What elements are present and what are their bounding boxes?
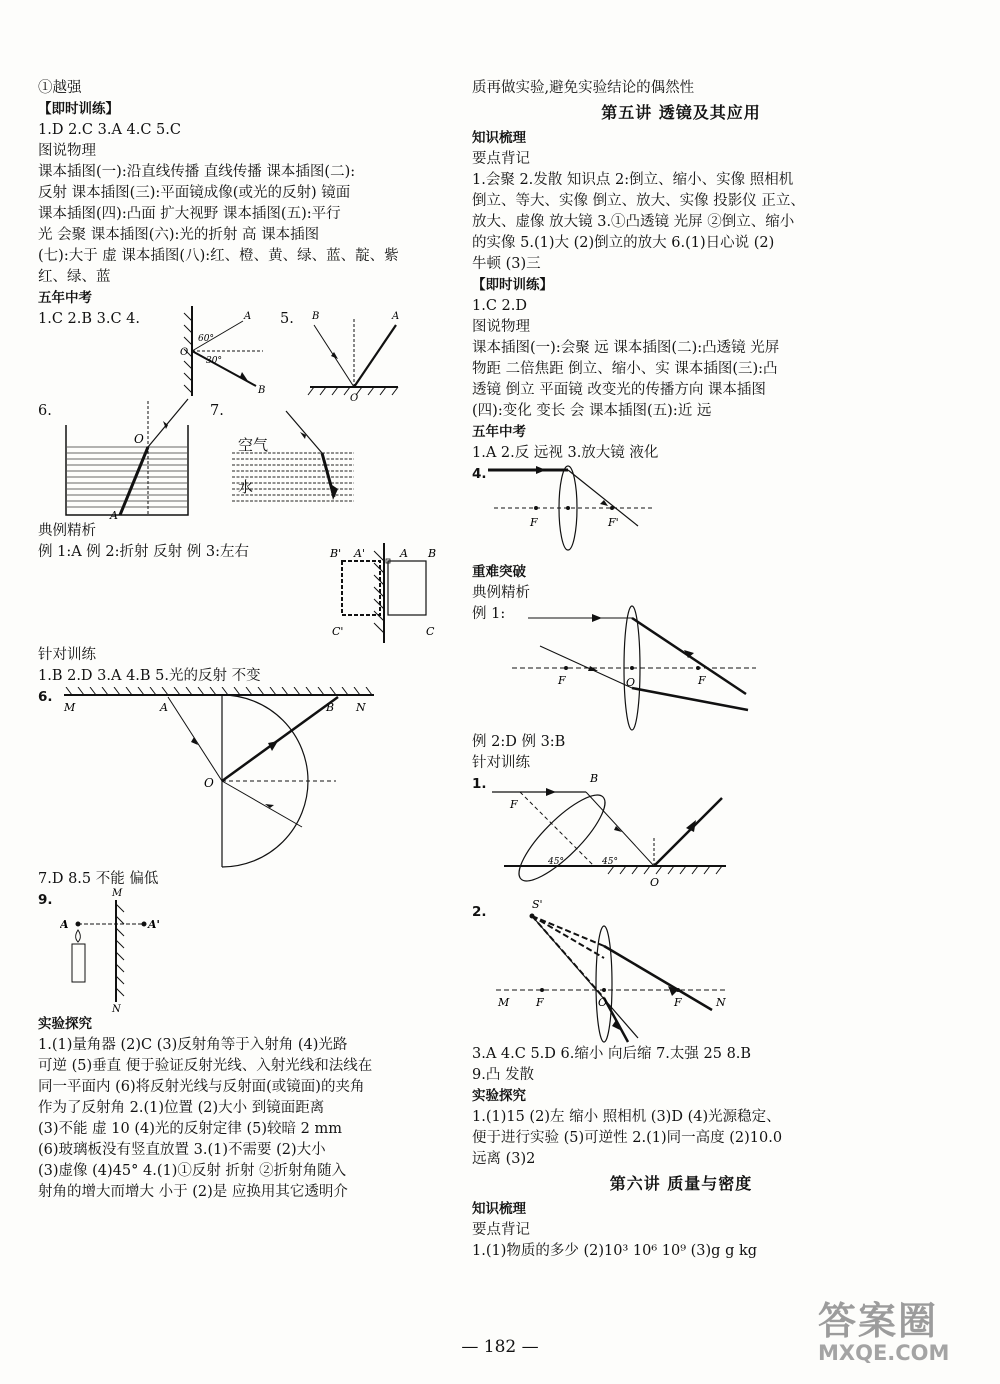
virtual-source-lens-diagram (492, 898, 732, 1044)
svg-text:30°: 30° (206, 356, 222, 366)
text-line: 1.(1)物质的多少 (2)10³ 10⁶ 10⁹ (3)g g kg (472, 1243, 758, 1259)
section-heading: 五年中考 (38, 290, 92, 306)
text-line: (四):变化 变长 会 课本插图(五):近 远 (472, 403, 712, 419)
svg-text:C': C' (332, 625, 344, 638)
left-column (38, 78, 458, 1203)
page-number: — 182 — (461, 1337, 539, 1357)
figure-label: 1. (472, 776, 487, 792)
answer-line: 1.C 2.D (472, 298, 527, 314)
figure-row-example-1 (472, 604, 890, 732)
svg-text:A: A (392, 311, 400, 322)
svg-text:N: N (716, 996, 726, 1009)
text-line: 1.(1)量角器 (2)C (3)反射角等于入射角 (4)光路 (38, 1037, 348, 1053)
svg-text:F: F (674, 996, 682, 1009)
svg-text:A': A' (354, 547, 365, 560)
svg-text:45°: 45° (548, 857, 564, 867)
text-line: (6)玻璃板没有竖直放置 3.(1)不需要 (2)大小 (38, 1142, 326, 1158)
text-line: 1.(1)15 (2)左 缩小 照相机 (3)D (4)光源稳定、 (472, 1109, 781, 1125)
svg-text:B': B' (330, 547, 342, 560)
svg-text:B: B (326, 701, 335, 714)
answer-line: 9.凸 发散 (472, 1067, 534, 1083)
subheading: 要点背记 (472, 151, 530, 167)
answer-line: 1.C 2.B 3.C 4. (38, 311, 141, 327)
text-line: 透镜 倒立 平面镜 改变光的传播方向 课本插图 (472, 382, 766, 398)
svg-text:O: O (650, 876, 660, 889)
refraction-diagram-7 (220, 397, 360, 517)
svg-text:C: C (426, 625, 435, 638)
answer-line: 1.D 2.C 3.A 4.C 5.C (38, 122, 181, 138)
water-label: 水 (238, 478, 254, 496)
reflection-diagram-5 (300, 305, 410, 401)
text-line: 1.会聚 2.发散 知识点 2:倒立、缩小、实像 照相机 (472, 172, 794, 188)
svg-text:F': F' (608, 516, 619, 529)
svg-text:A': A' (148, 918, 160, 931)
section-heading: 【即时训练】 (472, 277, 553, 293)
text-line: (3)虚像 (4)45° 4.(1)①反射 折射 ②折射角随入 (38, 1163, 347, 1179)
figure-label: 4. (472, 466, 487, 482)
svg-text:A: A (160, 701, 168, 714)
svg-text:A: A (60, 918, 69, 931)
svg-text:B: B (258, 385, 266, 396)
svg-text:O: O (350, 393, 359, 401)
section-heading: 五年中考 (472, 424, 526, 440)
semicircle-reflection-diagram (56, 687, 386, 869)
text-line: 的实像 5.(1)大 (2)倒立的放大 6.(1)日心说 (2) (472, 235, 775, 251)
svg-text:60°: 60° (198, 334, 214, 344)
svg-text:45°: 45° (602, 857, 618, 867)
convex-lens-diagram-4 (488, 464, 658, 558)
svg-text:M: M (112, 888, 123, 899)
subheading: 针对训练 (38, 647, 96, 663)
svg-text:F: F (698, 674, 706, 687)
svg-text:F: F (510, 798, 518, 811)
svg-text:F: F (530, 516, 538, 529)
svg-text:F: F (536, 996, 544, 1009)
svg-text:M: M (64, 701, 76, 714)
svg-text:O: O (204, 776, 214, 790)
subheading: 典例精析 (38, 523, 96, 539)
svg-text:F: F (558, 674, 566, 687)
chapter-title-6: 第六讲 质量与密度 (609, 1174, 753, 1193)
text-line: 质再做实验,避免实验结论的偶然性 (472, 80, 695, 96)
svg-text:A: A (244, 311, 252, 322)
figure-row-training-1 (472, 774, 890, 902)
refraction-diagram-6 (60, 397, 200, 521)
convex-lens-example-1 (508, 598, 758, 732)
text-line: 课本插图(一):会聚 远 课本插图(二):凸透镜 光屏 (472, 340, 780, 356)
watermark-bottom: MXQE.COM (818, 1341, 950, 1365)
svg-text:N: N (356, 701, 366, 714)
figure-row-3 (38, 687, 458, 869)
text-line: 放大、虚像 放大镜 3.①凸透镜 光屏 ②倒立、缩小 (472, 214, 795, 230)
text-line: 课本插图(一):沿直线传播 直线传播 课本插图(二): (38, 164, 356, 180)
subheading: 要点背记 (472, 1222, 530, 1238)
mirror-image-diagram (328, 543, 448, 643)
figure-label: 6. (38, 403, 52, 419)
air-label: 空气 (238, 436, 269, 454)
figure-label: 9. (38, 892, 53, 908)
svg-text:O: O (180, 347, 189, 358)
svg-text:A: A (110, 509, 118, 521)
subheading: 针对训练 (472, 755, 530, 771)
text-line: 作为了反射角 2.(1)位置 (2)大小 到镜面距离 (38, 1100, 325, 1116)
text-line: 反射 课本插图(三):平面镜成像(或光的反射) 镜面 (38, 185, 351, 201)
answer-line: 3.A 4.C 5.D 6.缩小 向后缩 7.太强 25 8.B (472, 1046, 752, 1062)
subheading: 典例精析 (472, 585, 530, 601)
section-heading: 实验探究 (38, 1016, 92, 1032)
figure-label: 2. (472, 904, 487, 920)
figure-row-training-2 (472, 898, 890, 1044)
svg-text:S': S' (532, 898, 543, 911)
subheading: 图说物理 (472, 319, 530, 335)
figure-row-1 (38, 309, 458, 401)
text-line: 同一平面内 (6)将反射光线与反射面(或镜面)的夹角 (38, 1079, 365, 1095)
answer-line: 1.B 2.D 3.A 4.B 5.光的反射 不变 (38, 668, 261, 684)
svg-text:O: O (134, 432, 144, 446)
svg-text:B: B (590, 772, 599, 785)
section-heading: 实验探究 (472, 1088, 526, 1104)
text-line: (七):大于 虚 课本插图(八):红、橙、黄、绿、蓝、靛、紫 (38, 248, 399, 264)
watermark-top: 答案圈 (818, 1299, 939, 1343)
text-line: 倒立、等大、实像 倒立、放大、实像 投影仪 正立、 (472, 193, 805, 209)
svg-text:B: B (428, 547, 437, 560)
answer-line: 例 1:A 例 2:折射 反射 例 3:左右 (38, 544, 249, 560)
candle-mirror-diagram (60, 886, 200, 1014)
text-line: 可逆 (5)垂直 便于验证反射光线、入射光线和法线在 (38, 1058, 373, 1074)
figure-row-2 (38, 401, 458, 521)
answer-line: 例 2:D 例 3:B (472, 734, 566, 750)
svg-text:O: O (626, 676, 636, 689)
watermark (818, 1290, 978, 1370)
section-heading: 重难突破 (472, 564, 526, 580)
figure-label: 7. (210, 403, 224, 419)
text-line: 便于进行实验 (5)可逆性 2.(1)同一高度 (2)10.0 (472, 1130, 783, 1146)
section-heading: 【即时训练】 (38, 101, 119, 117)
text-line: 牛顿 (3)三 (472, 256, 541, 272)
right-column (472, 78, 890, 1262)
subheading: 图说物理 (38, 143, 96, 159)
section-heading: 知识梳理 (472, 130, 526, 146)
text-line: ①越强 (38, 80, 82, 96)
reflection-diagram-4 (178, 301, 278, 401)
svg-text:N: N (112, 1004, 121, 1014)
example-label: 例 1: (472, 606, 506, 622)
figure-label: 6. (38, 689, 53, 705)
text-line: 射角的增大而增大 小于 (2)是 应换用其它透明介 (38, 1184, 348, 1200)
text-line: 远离 (3)2 (472, 1151, 536, 1167)
answer-line: 7.D 8.5 不能 偏低 (38, 871, 159, 887)
svg-text:B: B (312, 311, 320, 322)
svg-text:O: O (598, 996, 608, 1009)
answer-line: 1.A 2.反 远视 3.放大镜 液化 (472, 445, 659, 461)
figure-row-lens-4 (472, 464, 890, 558)
section-heading: 知识梳理 (472, 1201, 526, 1217)
figure-label: 5. (280, 311, 294, 327)
text-line: (3)不能 虚 10 (4)光的反射定律 (5)较暗 2 mm (38, 1121, 342, 1137)
text-line: 物距 二倍焦距 倒立、缩小、实 课本插图(三):凸 (472, 361, 778, 377)
text-line: 课本插图(四):凸面 扩大视野 课本插图(五):平行 (38, 206, 341, 222)
lens-mirror-diagram (490, 768, 730, 902)
figure-row-4 (38, 890, 458, 1014)
svg-text:M: M (498, 996, 510, 1009)
chapter-title-5: 第五讲 透镜及其应用 (601, 103, 761, 122)
svg-text:A: A (400, 547, 408, 560)
text-line: 红、绿、蓝 (38, 269, 111, 285)
text-line: 光 会聚 课本插图(六):光的折射 高 课本插图 (38, 227, 320, 243)
